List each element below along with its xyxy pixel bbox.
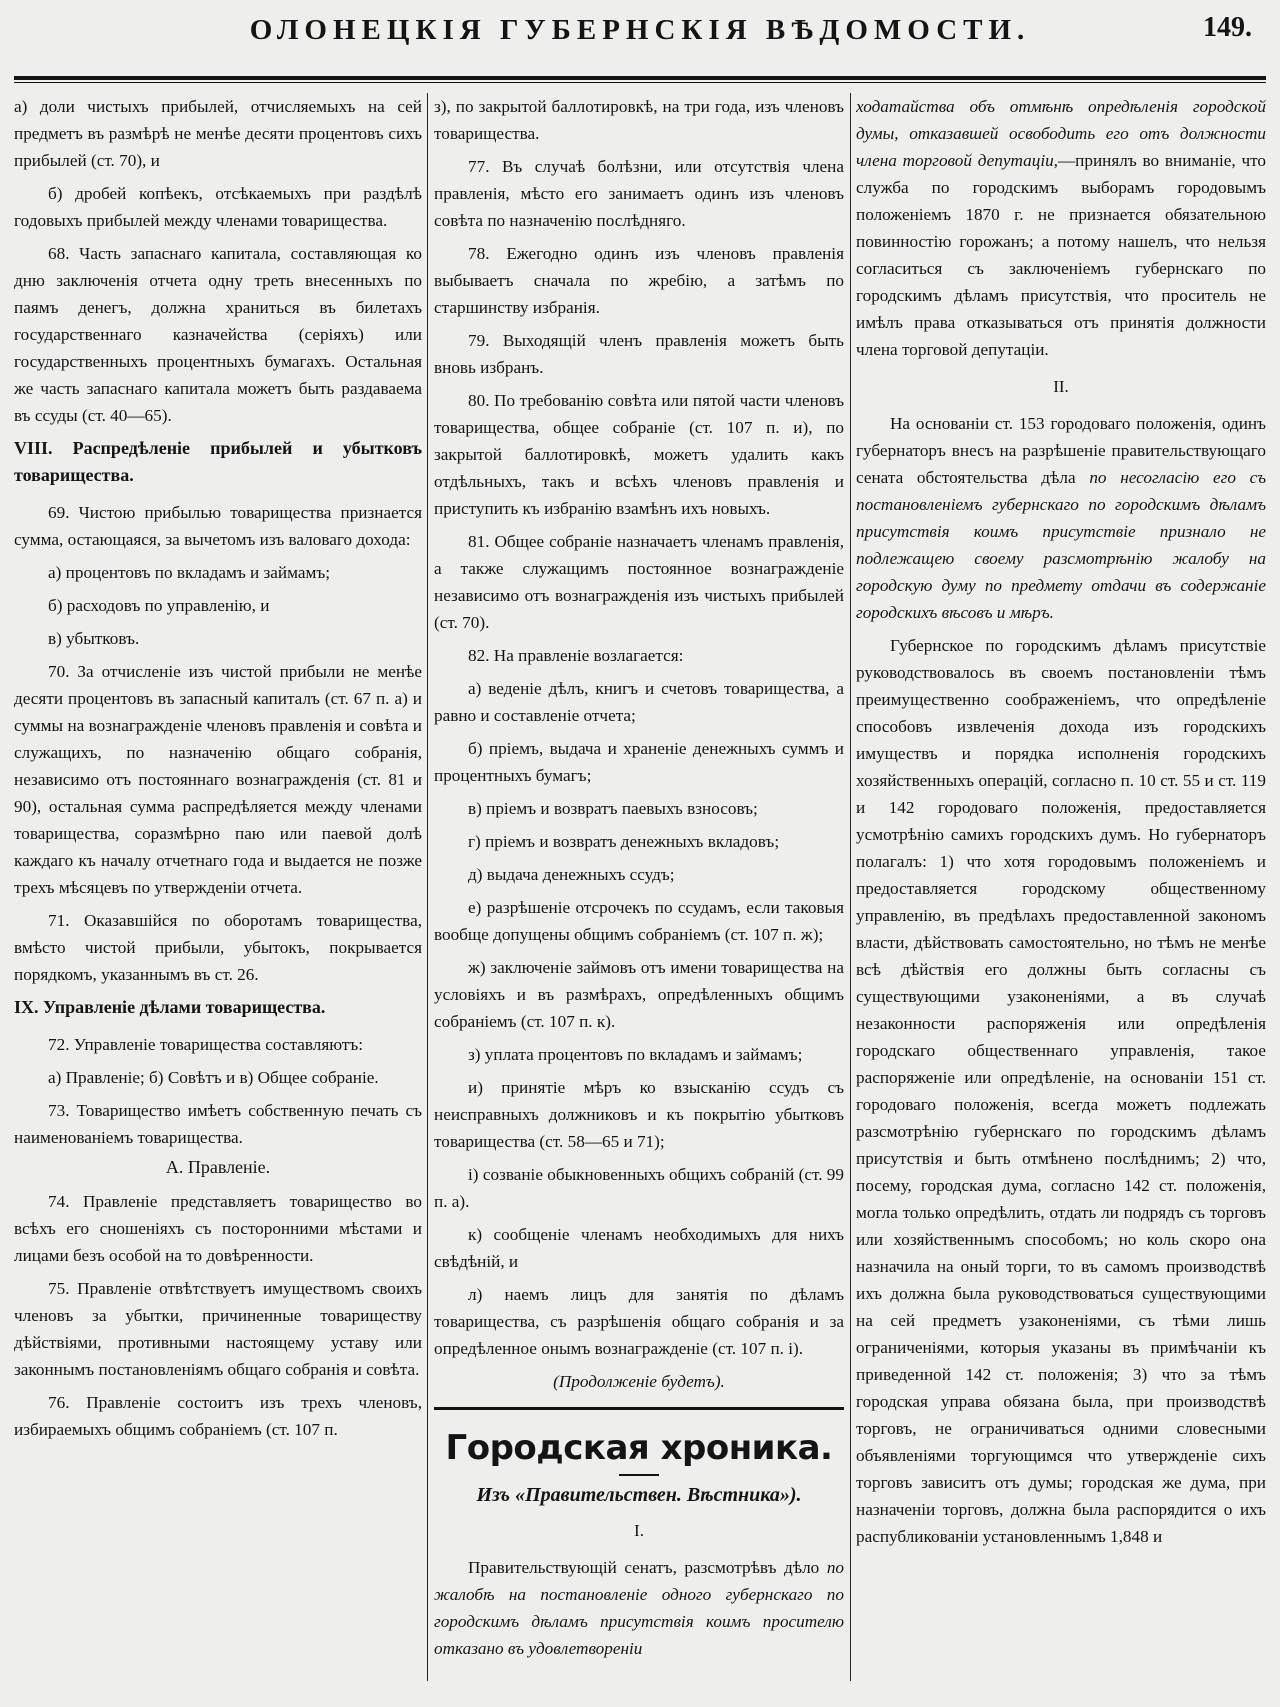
section-divider	[434, 1407, 844, 1410]
paragraph-italic: по жалобѣ на постановленіе одного губернскаго по городскимъ дѣламъ присутствія коимъ просителю отказано въ удовлетвореніи	[434, 1558, 844, 1658]
paragraph: 70. За отчисленіе изъ чистой прибыли не менѣе десяти процентовъ въ запасный капиталъ (ст. 67 п. а) и суммы на вознагражденіе членовъ правленія и совѣта и служащихъ, по назначенію общаго собранія, независимо отъ постояннаго вознагражденія (ст. 81 и 90), остальная сумма распредѣляется между членами товарищества, соразмѣрно паю или паевой долѣ каждаго къ началу отчетнаго года и выдается не позже трехъ мѣсяцевъ по утвержденіи отчета.	[14, 662, 422, 897]
paragraph	[856, 410, 1266, 626]
paragraph: к) сообщеніе членамъ необходимыхъ для нихъ свѣдѣній, и	[434, 1225, 844, 1271]
paragraph: 76. Правленіе состоитъ изъ трехъ членовъ, избираемыхъ общимъ собраніемъ (ст. 107 п.	[14, 1393, 422, 1439]
paragraph: 71. Оказавшійся по оборотамъ товарищества, вмѣсто чистой прибыли, убытокъ, покрывается порядкомъ, указаннымъ въ ст. 26.	[14, 911, 422, 984]
column-divider	[427, 93, 428, 1681]
paragraph: Губернское по городскимъ дѣламъ присутствіе руководствовалось въ своемъ постановленіи тѣмъ преимущественно соображеніемъ, что опредѣленіе способовъ извлеченія дохода изъ городскихъ имуществъ и порядка исполненія городскихъ хозяйственныхъ операцій, согласно п. 10 ст. 55 и ст. 119 и 142 городоваго положенія, предоставляется усмотрѣнію самихъ городскихъ думъ. Но губернаторъ полагалъ: 1) что хотя городовымъ положеніемъ и предоставляется городскому общественному управленію, въ предѣлахъ предоставленной закономъ власти, дѣйствовать самостоятельно, но тѣмъ не менѣе всѣ дѣйствія его должны быть согласны съ существующими узаконеніями, а въ случаѣ незаконности распоряженія или опредѣленія городскаго общественнаго управленія, такое распоряженіе или опредѣленіе, на основаніи 151 ст. городоваго положенія, всегда можетъ подлежать разсмотрѣнію губернскаго по городскимъ дѣламъ присутствія и быть отмѣнено послѣднимъ; 2) что, посему, городская дума, согласно 142 ст. положенія, могла только опредѣлить, отдать ли подрядъ съ торговъ или хозяйственнымъ способомъ; но коль скоро она назначила на оный торги, то въ самомъ производствѣ ихъ должна была руководствоваться существующими на сей предметъ узаконеніями, съ тѣми лишь ограниченіями, которыя указаны въ примѣчаніи къ приведенной 142 ст. положенія; 3) что за тѣмъ городская управа обязана была, при производствѣ торговъ, не ограничиваться одними словесными объявленіями торгующимся что утвержденіе сихъ торговъ зависитъ отъ думы; городская же дума, при назначеніи торговъ, должна была распорядится о ихъ распубликованіи установленнымъ 1,848 и	[856, 636, 1266, 1546]
paragraph: а) процентовъ по вкладамъ и займамъ;	[48, 563, 331, 582]
column-3	[856, 93, 1266, 1693]
chronicle-source: Изъ «Правительствен. Вѣстника»).	[476, 1484, 802, 1506]
paragraph: 79. Выходящій членъ правленія можетъ быть вновь избранъ.	[434, 331, 844, 377]
paragraph-italic: ходатайства объ отмѣнѣ опредѣленія городской думы, отказавшей освободить его отъ должности члена торговой депутаціи,	[856, 97, 1266, 170]
paragraph	[856, 93, 1266, 363]
paragraph: 68. Часть запаснаго капитала, составляющая ко дню заключенія отчета одну треть внесенныхъ по паямъ денегъ, должна храниться въ билетахъ государственнаго казначейства (серіяхъ) или государственныхъ процентныхъ бумагахъ. Остальная же часть запаснаго капитала можетъ быть раздаваема въ ссуды (ст. 40—65).	[14, 244, 422, 425]
column-2	[434, 93, 844, 1693]
paragraph: б) пріемъ, выдача и храненіе денежныхъ суммъ и процентныхъ бумагъ;	[434, 739, 844, 785]
chronicle-title: Городская хроника.	[445, 1428, 833, 1468]
paragraph: з) уплата процентовъ по вкладамъ и займамъ;	[468, 1045, 803, 1064]
columns	[14, 83, 1266, 1693]
subsection-heading: А. Правленіе.	[165, 1157, 271, 1177]
column-1	[14, 93, 422, 1693]
title-dash	[619, 1474, 659, 1476]
paragraph: б) дробей копѣекъ, отсѣкаемыхъ при раздѣлѣ годовыхъ прибылей между членами товарищества.	[14, 184, 422, 230]
masthead	[14, 0, 1266, 76]
page-number: 149.	[1203, 12, 1252, 43]
paragraph: 77. Въ случаѣ болѣзни, или отсутствія члена правленія, мѣсто его занимаетъ одинъ изъ членовъ совѣта по назначенію послѣдняго.	[434, 157, 844, 230]
paragraph: в) пріемъ и возвратъ паевыхъ взносовъ;	[468, 799, 758, 818]
paragraph: в) убытковъ.	[48, 629, 140, 648]
section-number: I.	[634, 1521, 644, 1540]
paragraph: б) расходовъ по управленію, и	[48, 596, 270, 615]
section-number: II.	[1053, 377, 1069, 396]
paragraph: 78. Ежегодно одинъ изъ членовъ правленія выбываетъ сначала по жребію, а затѣмъ по старшинству избранія.	[434, 244, 844, 317]
paragraph: л) наемъ лицъ для занятія по дѣламъ товарищества, съ разрѣшенія общаго собранія и за опредѣленное онымъ вознагражденіе (ст. 107 п. і).	[434, 1285, 844, 1358]
paragraph: ж) заключеніе займовъ отъ имени товарищества на условіяхъ и въ размѣрахъ, опредѣленныхъ общимъ собраніемъ (ст. 107 п. к).	[434, 958, 844, 1031]
paragraph-text: Правительствующій сенатъ, разсмотрѣвъ дѣло	[468, 1558, 827, 1577]
continuation-note: (Продолженіе будетъ).	[553, 1372, 725, 1391]
paragraph-text: —принялъ во вниманіе, что служба по городскимъ выборамъ городовымъ положеніемъ 1870 г. не признается обязательною повинностію горожанъ; а потому нашелъ, что нельзя согласиться съ заключеніемъ губернскаго по городскимъ дѣламъ присутствія, что проситель не имѣлъ права отказываться отъ принятія должности члена торговой депутаціи.	[856, 151, 1266, 359]
header-rule	[14, 76, 1266, 80]
paragraph: 80. По требованію совѣта или пятой части членовъ товарищества, общее собраніе (ст. 107 п. и), по закрытой баллотировкѣ, можетъ удалить какъ отдѣльныхъ, такъ и всѣхъ членовъ правленія и приступить къ избранію взамѣнъ ихъ новыхъ.	[434, 391, 844, 518]
paragraph-italic: по несогласію его съ постановленіемъ губернскаго по городскимъ дѣламъ присутствія коимъ присутствіе признало не подлежащею своему разсмотрѣнію жалобу на городскую думу по предмету отдачи въ содержаніе городскихъ вѣсовъ и мѣръ.	[856, 468, 1266, 622]
paragraph: 72. Управленіе товарищества составляютъ:	[48, 1035, 364, 1054]
paragraph: 69. Чистою прибылью товарищества признается сумма, остающаяся, за вычетомъ изъ валоваго дохода:	[14, 503, 422, 549]
column-divider	[850, 93, 851, 1681]
paragraph: и) принятіе мѣръ ко взысканію ссудъ съ неисправныхъ должниковъ и къ покрытію убытковъ товарищества (ст. 58—65 и 71);	[434, 1078, 844, 1151]
paragraph: 81. Общее собраніе назначаетъ членамъ правленія, а также служащимъ постоянное вознагражденіе независимо отъ вознагражденія изъ чистыхъ прибылей (ст. 70).	[434, 532, 844, 632]
paragraph	[434, 1554, 844, 1662]
paragraph: а) веденіе дѣлъ, книгъ и счетовъ товарищества, а равно и составленіе отчета;	[434, 679, 844, 725]
paragraph: а) доли чистыхъ прибылей, отчисляемыхъ на сей предметъ въ размѣрѣ не менѣе десяти процентовъ сихъ прибылей (ст. 70), и	[14, 97, 422, 170]
paragraph: 75. Правленіе отвѣтствуетъ имуществомъ своихъ членовъ за убытки, причиненные товариществу дѣйствіями, противными настоящему уставу или законнымъ постановленіямъ общаго собранія и совѣта.	[14, 1279, 422, 1379]
paragraph: д) выдача денежныхъ ссудъ;	[468, 865, 675, 884]
newspaper-title: ОЛОНЕЦКІЯ ГУБЕРНСКІЯ ВѢДОМОСТИ.	[249, 14, 1031, 46]
paragraph: а) Правленіе; б) Совѣтъ и в) Общее собраніе.	[48, 1068, 379, 1087]
paragraph: е) разрѣшеніе отсрочекъ по ссудамъ, если таковыя вообще допущены общимъ собраніемъ (ст. 107 п. ж);	[434, 898, 844, 944]
paragraph: 74. Правленіе представляетъ товарищество во всѣхъ его сношеніяхъ съ посторонними мѣстами и лицами безъ особой на то довѣренности.	[14, 1192, 422, 1265]
section-heading: IX. Управленіе дѣлами товарищества.	[14, 997, 326, 1017]
paragraph: 73. Товарищество имѣетъ собственную печать съ наименованіемъ товарищества.	[14, 1101, 422, 1147]
paragraph-text: На основаніи ст. 153 городоваго положенія, одинъ губернаторъ внесъ на разрѣшеніе правительствующаго сената обстоятельства дѣла	[856, 414, 1266, 487]
paragraph: г) пріемъ и возвратъ денежныхъ вкладовъ;	[468, 832, 780, 851]
section-heading: VIII. Распредѣленіе прибылей и убытковъ товарищества.	[14, 438, 422, 485]
paragraph: з), по закрытой баллотировкѣ, на три года, изъ членовъ товарищества.	[434, 97, 844, 143]
paragraph: 82. На правленіе возлагается:	[468, 646, 684, 665]
paragraph: і) созваніе обыкновенныхъ общихъ собраній (ст. 99 п. а).	[434, 1165, 844, 1211]
